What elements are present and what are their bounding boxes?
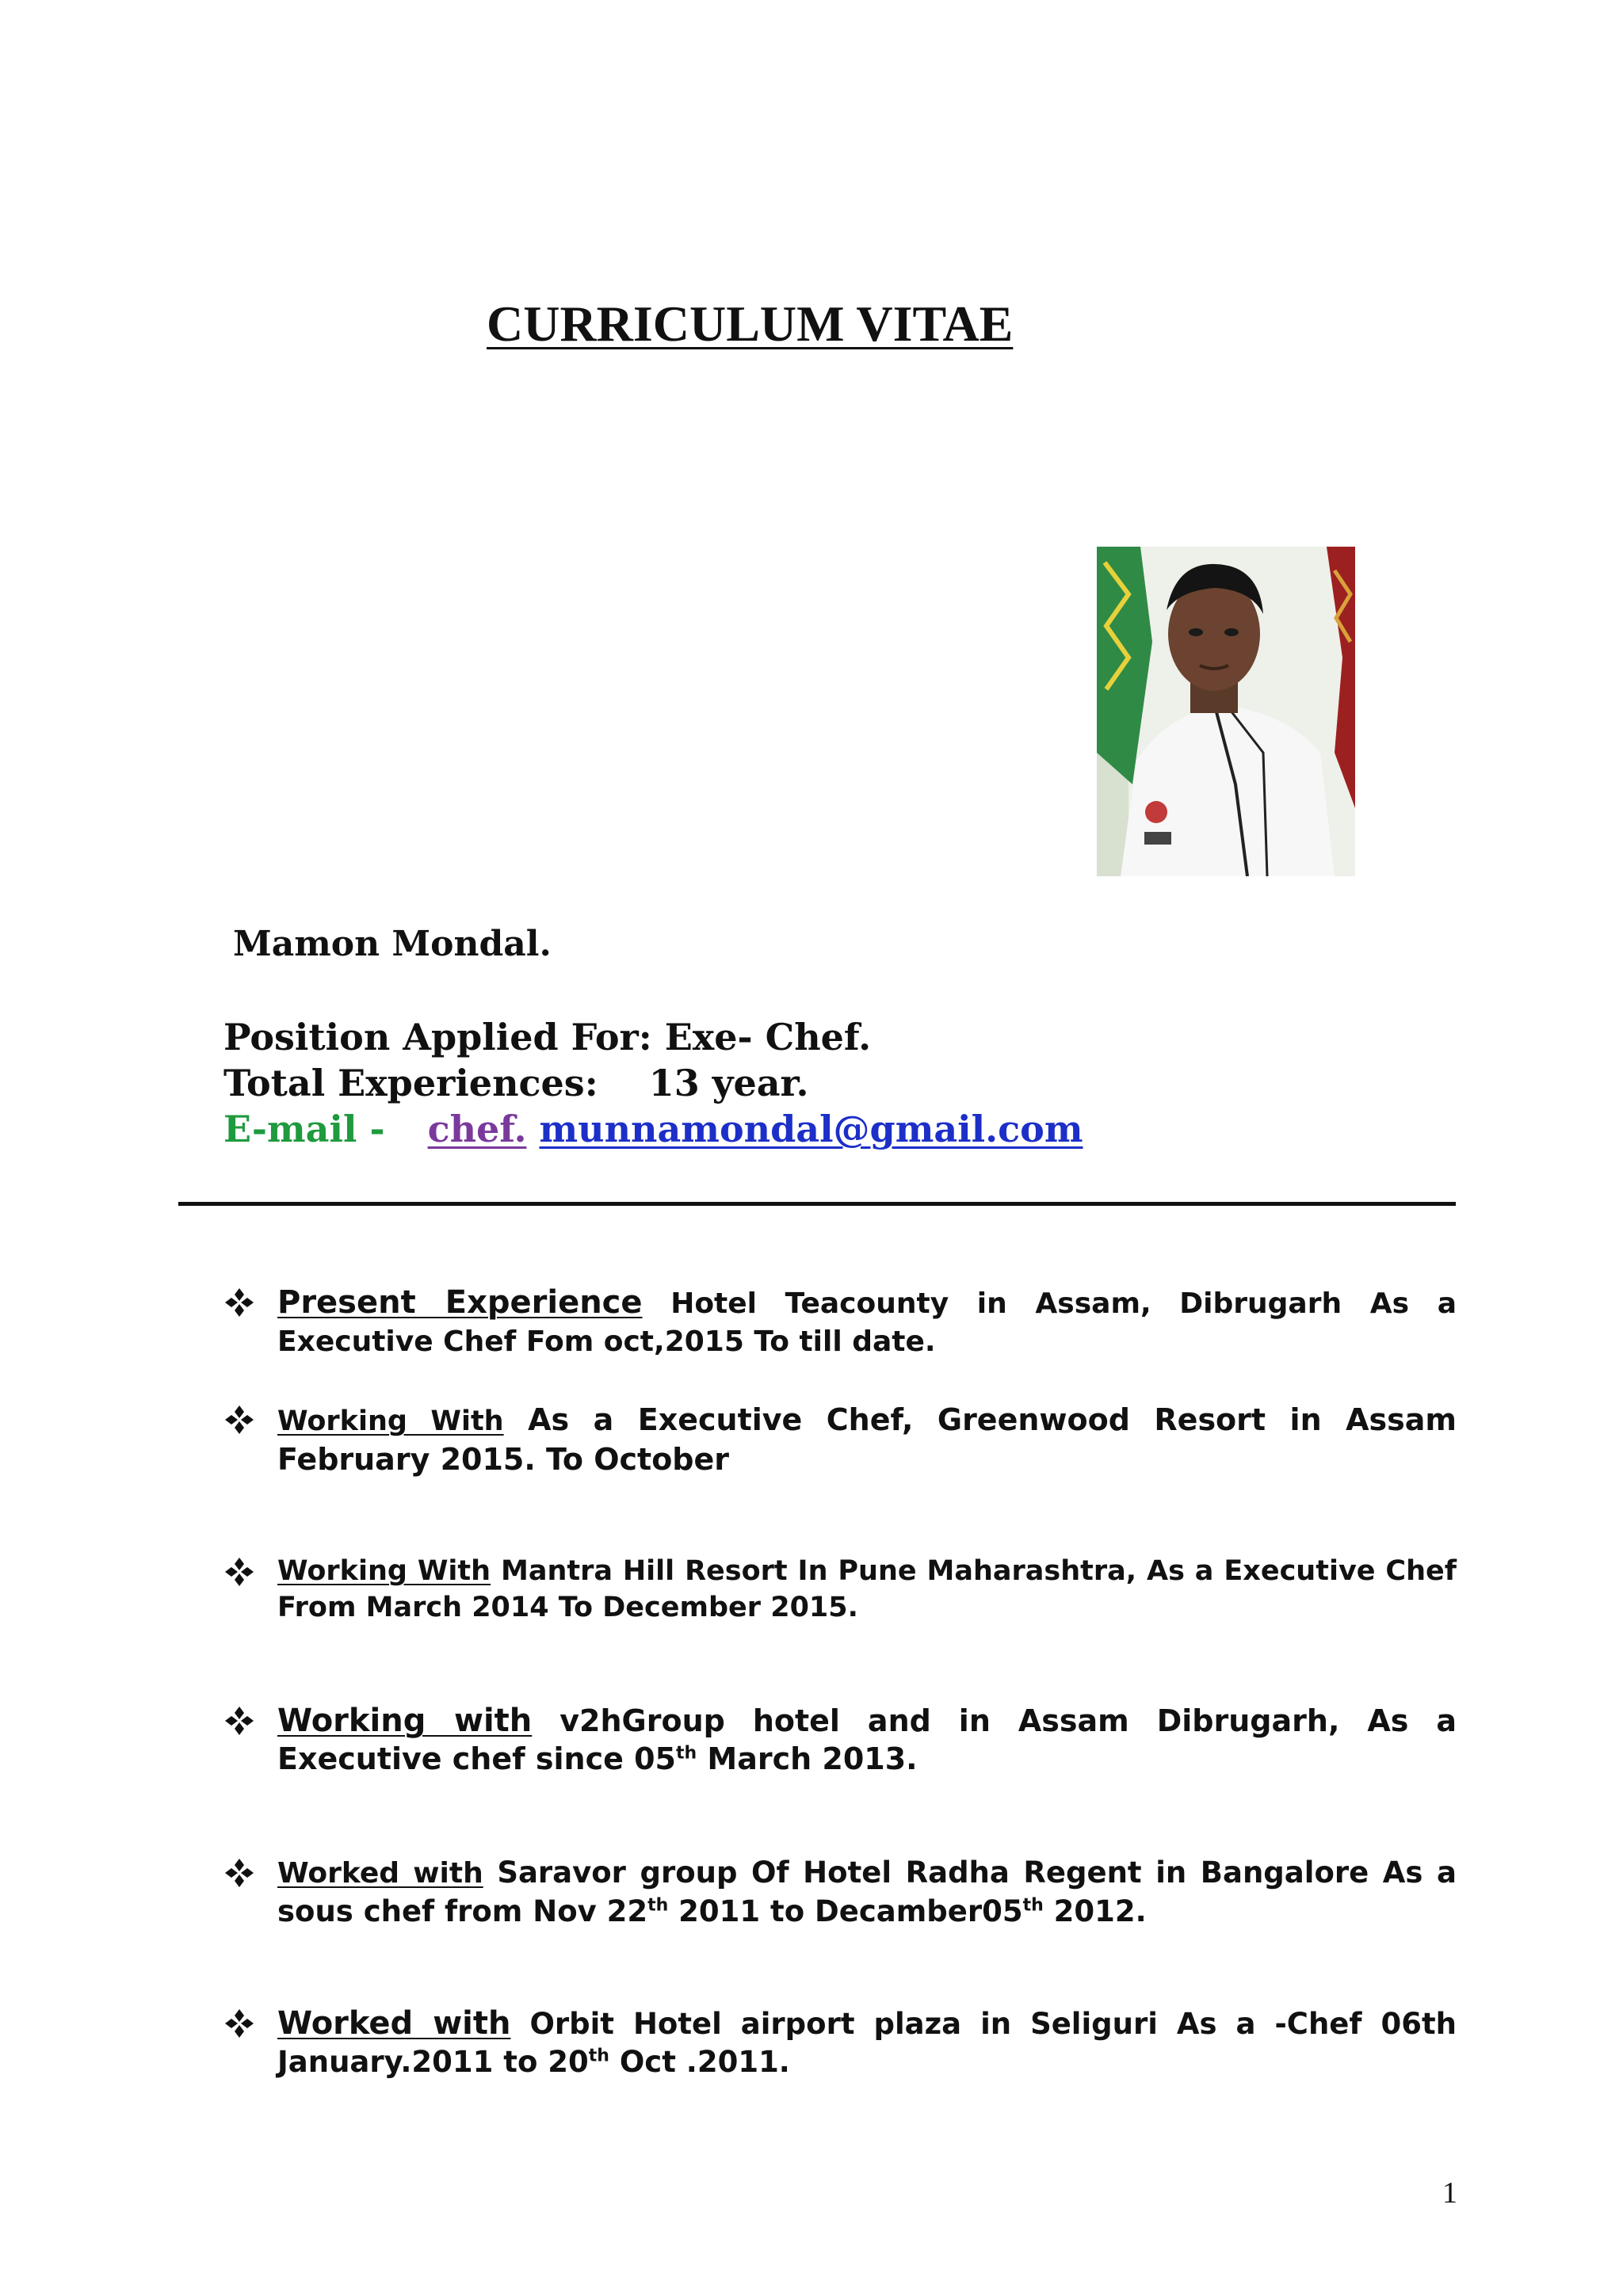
item-lead: Working With <box>277 1555 491 1587</box>
item-text: 2011 to Decamber05 <box>668 1894 1023 1928</box>
profile-photo <box>1097 547 1355 876</box>
list-item <box>223 1553 1457 1626</box>
section-divider <box>178 1202 1456 1206</box>
item-text: v2hGroup hotel and in Assam Dibrugarh, As a Executive chef since 05 <box>277 1703 1457 1776</box>
list-item <box>223 1854 1457 1931</box>
item-lead: Present Experience <box>277 1284 643 1321</box>
diamond-bullet-icon <box>223 2008 255 2039</box>
position-label: Position Applied For: <box>223 1016 652 1058</box>
email-link-part2[interactable]: munnamondal@gmail.com <box>539 1108 1083 1150</box>
item-text: Mantra Hill Resort In Pune Maharashtra, As a Executive Chef From March 2014 To December 2015. <box>277 1555 1457 1623</box>
diamond-bullet-icon <box>223 1857 255 1889</box>
item-superscript: th <box>647 1895 669 1916</box>
item-text: Oct .2011. <box>609 2045 790 2079</box>
candidate-name: Mamon Mondal. <box>233 924 552 964</box>
list-item <box>223 1401 1457 1478</box>
item-superscript: th <box>1022 1895 1044 1916</box>
diamond-bullet-icon <box>223 1287 255 1318</box>
item-text: Saravor group Of Hotel Radha Regent in Bangalore As a sous chef from Nov 22 <box>277 1855 1457 1928</box>
list-item <box>223 1283 1457 1361</box>
item-superscript: th <box>588 2046 609 2066</box>
list-item <box>223 1702 1457 1778</box>
diamond-bullet-icon <box>223 1404 255 1436</box>
item-text: Hotel Teacounty in Assam, Dibrugarh As a Executive Chef Fom oct,2015 To till date. <box>277 1287 1457 1358</box>
document-title: CURRICULUM VITAE <box>487 296 1014 352</box>
item-lead: Working With <box>277 1405 504 1437</box>
email-link-part1[interactable]: chef. <box>427 1108 527 1150</box>
item-superscript: th <box>676 1743 697 1764</box>
item-text: Orbit Hotel airport plaza in Seliguri As a -Chef 06th January.2011 to 20 <box>277 2007 1457 2079</box>
position-value: Exe- Chef. <box>664 1016 872 1058</box>
diamond-bullet-icon <box>223 1556 255 1588</box>
item-lead: Worked with <box>277 2005 511 2042</box>
diamond-bullet-icon <box>223 1705 255 1737</box>
item-text: March 2013. <box>697 1741 918 1776</box>
list-item <box>223 2004 1457 2081</box>
experience-value: 13 year. <box>648 1062 809 1104</box>
item-text: As a Executive Chef, Greenwood Resort in Assam February 2015. To October <box>277 1402 1457 1477</box>
experience-label: Total Experiences: <box>223 1062 598 1104</box>
item-lead: Worked with <box>277 1857 483 1890</box>
page-number: 1 <box>1442 2176 1457 2210</box>
email-line <box>223 1108 1083 1150</box>
total-experience-line <box>223 1062 809 1104</box>
position-applied-line <box>223 1016 871 1058</box>
email-label: E-mail - <box>223 1108 385 1150</box>
item-text: 2012. <box>1043 1894 1147 1928</box>
item-lead: Working with <box>277 1703 533 1739</box>
